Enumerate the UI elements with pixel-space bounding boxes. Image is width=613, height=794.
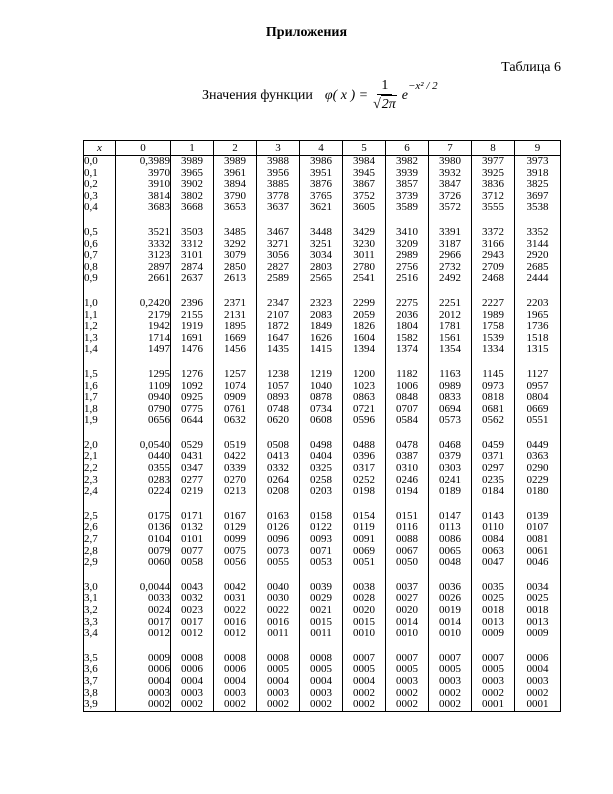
value-cell-col-0: 0,2420 2179 1942 1714 1497: [116, 298, 171, 356]
spacer-cell: [116, 498, 171, 511]
value-cell-col-1: 0043 0032 0023 0017 0012: [171, 582, 214, 640]
spacer-cell: [386, 285, 429, 298]
value-cell-col-9: 0139 0107 0081 0061 0046: [515, 511, 561, 569]
spacer-cell: [472, 498, 515, 511]
spacer-cell: [84, 640, 116, 653]
value-cell-col-9: 1127 0957 0804 0669 0551: [515, 369, 561, 427]
value-cell-col-1: 2396 2155 1919 1691 1476: [171, 298, 214, 356]
spacer-cell: [386, 498, 429, 511]
spacer-cell: [300, 640, 343, 653]
value-cell-col-1: 0008 0006 0004 0003 0002: [171, 653, 214, 711]
value-cell-col-3: 0508 0413 0332 0264 0208: [257, 440, 300, 498]
spacer-cell: [257, 427, 300, 440]
spacer-cell: [515, 356, 561, 369]
spacer-cell: [171, 498, 214, 511]
x-values-cell: 2,5 2,6 2,7 2,8 2,9: [84, 511, 116, 569]
table-row-group: [84, 298, 561, 356]
value-cell-col-7: 0007 0005 0003 0002 0002: [429, 653, 472, 711]
spacer-cell: [257, 356, 300, 369]
header-col-6: 6: [386, 141, 429, 156]
value-cell-col-3: 0008 0005 0004 0003 0002: [257, 653, 300, 711]
value-cell-col-5: 2299 2059 1826 1604 1394: [343, 298, 386, 356]
spacer-cell: [116, 427, 171, 440]
header-col-5: 5: [343, 141, 386, 156]
spacer-cell: [429, 356, 472, 369]
value-cell-col-7: 2251 2012 1781 1561 1354: [429, 298, 472, 356]
x-values-cell: 3,5 3,6 3,7 3,8 3,9: [84, 653, 116, 711]
table-body: [84, 156, 561, 712]
spacer-cell: [171, 285, 214, 298]
value-cell-col-9: 3352 3144 2920 2685 2444: [515, 227, 561, 285]
spacer-cell: [386, 356, 429, 369]
spacer-cell: [343, 498, 386, 511]
value-cell-col-7: 0147 0113 0086 0065 0048: [429, 511, 472, 569]
spacer-cell: [214, 569, 257, 582]
table-row-group: [84, 369, 561, 427]
value-cell-col-6: 3982 3939 3857 3739 3589: [386, 156, 429, 214]
value-cell-col-1: 0529 0431 0347 0277 0219: [171, 440, 214, 498]
value-cell-col-5: 0038 0028 0020 0015 0010: [343, 582, 386, 640]
formula-denominator: [371, 95, 399, 114]
spacer-cell: [214, 427, 257, 440]
header-col-2: 2: [214, 141, 257, 156]
header-col-7: 7: [429, 141, 472, 156]
value-cell-col-5: 3984 3945 3867 3752 3605: [343, 156, 386, 214]
spacer-cell: [300, 498, 343, 511]
table-row-group: [84, 582, 561, 640]
header-col-4: 4: [300, 141, 343, 156]
value-cell-col-3: 3988 3956 3885 3778 3637: [257, 156, 300, 214]
spacer-cell: [116, 640, 171, 653]
header-x: x: [84, 141, 116, 156]
value-cell-col-6: 1182 1006 0848 0707 0584: [386, 369, 429, 427]
values-table: [83, 140, 561, 712]
spacer-cell: [84, 498, 116, 511]
x-values-cell: 0,0 0,1 0,2 0,3 0,4: [84, 156, 116, 214]
value-cell-col-6: 0478 0387 0310 0246 0194: [386, 440, 429, 498]
x-values-cell: 2,0 2,1 2,2 2,3 2,4: [84, 440, 116, 498]
group-spacer: [84, 356, 561, 369]
spacer-cell: [84, 356, 116, 369]
value-cell-col-5: 0154 0119 0091 0069 0051: [343, 511, 386, 569]
table-row-group: [84, 156, 561, 214]
value-cell-col-3: 1238 1057 0893 0748 0620: [257, 369, 300, 427]
value-cell-col-1: 3989 3965 3902 3802 3668: [171, 156, 214, 214]
sqrt-sign: √: [373, 97, 381, 112]
value-cell-col-0: 0,3989 3970 3910 3814 3683: [116, 156, 171, 214]
value-cell-col-4: 0158 0122 0093 0071 0053: [300, 511, 343, 569]
value-cell-col-5: 0488 0396 0317 0252 0198: [343, 440, 386, 498]
spacer-cell: [472, 569, 515, 582]
spacer-cell: [84, 569, 116, 582]
value-cell-col-2: 0008 0006 0004 0003 0002: [214, 653, 257, 711]
spacer-cell: [472, 356, 515, 369]
value-cell-col-7: 3391 3187 2966 2732 2492: [429, 227, 472, 285]
spacer-cell: [214, 285, 257, 298]
header-col-3: 3: [257, 141, 300, 156]
header-col-9: 9: [515, 141, 561, 156]
spacer-cell: [300, 427, 343, 440]
table-number-label: Таблица 6: [501, 60, 561, 75]
value-cell-col-8: 0459 0371 0297 0235 0184: [472, 440, 515, 498]
value-cell-col-3: 2347 2107 1872 1647 1435: [257, 298, 300, 356]
header-col-0: 0: [116, 141, 171, 156]
value-cell-col-0: 3521 3332 3123 2897 2661: [116, 227, 171, 285]
value-cell-col-8: 2227 1989 1758 1539 1334: [472, 298, 515, 356]
value-cell-col-2: 2371 2131 1895 1669 1456: [214, 298, 257, 356]
value-cell-col-4: 0008 0005 0004 0003 0002: [300, 653, 343, 711]
value-cell-col-5: 1200 1023 0863 0721 0596: [343, 369, 386, 427]
value-cell-col-3: 0040 0030 0022 0016 0011: [257, 582, 300, 640]
value-cell-col-8: 0007 0005 0003 0002 0001: [472, 653, 515, 711]
spacer-cell: [116, 569, 171, 582]
value-cell-col-7: 3980 3932 3847 3726 3572: [429, 156, 472, 214]
table-row-group: [84, 653, 561, 711]
value-cell-col-0: 0009 0006 0004 0003 0002: [116, 653, 171, 711]
spacer-cell: [171, 427, 214, 440]
spacer-cell: [386, 569, 429, 582]
value-cell-col-4: 3448 3251 3034 2803 2565: [300, 227, 343, 285]
value-cell-col-8: 3977 3925 3836 3712 3555: [472, 156, 515, 214]
spacer-cell: [515, 569, 561, 582]
spacer-cell: [257, 640, 300, 653]
value-cell-col-1: 1276 1092 0925 0775 0644: [171, 369, 214, 427]
spacer-cell: [171, 569, 214, 582]
spacer-cell: [84, 285, 116, 298]
value-cell-col-0: 0175 0136 0104 0079 0060: [116, 511, 171, 569]
table-row-group: [84, 440, 561, 498]
spacer-cell: [343, 427, 386, 440]
spacer-cell: [300, 356, 343, 369]
value-cell-col-0: 0,0540 0440 0355 0283 0224: [116, 440, 171, 498]
value-cell-col-6: 2275 2036 1804 1582 1374: [386, 298, 429, 356]
spacer-cell: [386, 640, 429, 653]
value-cell-col-2: 0042 0031 0022 0016 0012: [214, 582, 257, 640]
value-cell-col-9: 0449 0363 0290 0229 0180: [515, 440, 561, 498]
value-cell-col-9: 3973 3918 3825 3697 3538: [515, 156, 561, 214]
x-values-cell: 1,5 1,6 1,7 1,8 1,9: [84, 369, 116, 427]
spacer-cell: [257, 569, 300, 582]
x-values-cell: 3,0 3,1 3,2 3,3 3,4: [84, 582, 116, 640]
spacer-cell: [472, 427, 515, 440]
spacer-cell: [257, 498, 300, 511]
group-spacer: [84, 498, 561, 511]
value-cell-col-2: 3485 3292 3079 2850 2613: [214, 227, 257, 285]
value-cell-col-7: 0468 0379 0303 0241 0189: [429, 440, 472, 498]
group-spacer: [84, 569, 561, 582]
value-cell-col-9: 0034 0025 0018 0013 0009: [515, 582, 561, 640]
table-row-group: [84, 511, 561, 569]
value-cell-col-5: 0007 0005 0004 0002 0002: [343, 653, 386, 711]
value-cell-col-9: 2203 1965 1736 1518 1315: [515, 298, 561, 356]
spacer-cell: [472, 285, 515, 298]
spacer-cell: [515, 427, 561, 440]
value-cell-col-2: 3989 3961 3894 3790 3653: [214, 156, 257, 214]
value-cell-col-2: 0519 0422 0339 0270 0213: [214, 440, 257, 498]
spacer-cell: [257, 285, 300, 298]
x-values-cell: 0,5 0,6 0,7 0,8 0,9: [84, 227, 116, 285]
formula-numerator: 1: [377, 78, 392, 95]
spacer-cell: [214, 498, 257, 511]
value-cell-col-4: 0039 0029 0021 0015 0011: [300, 582, 343, 640]
spacer-cell: [343, 640, 386, 653]
spacer-cell: [171, 640, 214, 653]
spacer-cell: [116, 285, 171, 298]
x-values-cell: 1,0 1,1 1,2 1,3 1,4: [84, 298, 116, 356]
spacer-cell: [343, 569, 386, 582]
value-cell-col-4: 0498 0404 0325 0258 0203: [300, 440, 343, 498]
caption-text: Значения функции: [202, 88, 313, 103]
spacer-cell: [515, 285, 561, 298]
page-heading: Приложения: [265, 25, 348, 40]
spacer-cell: [116, 356, 171, 369]
value-cell-col-6: 0037 0027 0020 0014 0010: [386, 582, 429, 640]
value-cell-col-7: 0036 0026 0019 0014 0010: [429, 582, 472, 640]
spacer-cell: [515, 498, 561, 511]
value-cell-col-0: 1295 1109 0940 0790 0656: [116, 369, 171, 427]
formula-exponent: −x² / 2: [408, 80, 438, 92]
spacer-cell: [472, 640, 515, 653]
table-caption: [202, 78, 438, 114]
value-cell-col-1: 3503 3312 3101 2874 2637: [171, 227, 214, 285]
value-cell-col-8: 3372 3166 2943 2709 2468: [472, 227, 515, 285]
spacer-cell: [429, 640, 472, 653]
value-cell-col-4: 1219 1040 0878 0734 0608: [300, 369, 343, 427]
spacer-cell: [214, 640, 257, 653]
spacer-cell: [300, 285, 343, 298]
value-cell-col-8: 0143 0110 0084 0063 0047: [472, 511, 515, 569]
table-header-row: [84, 141, 561, 156]
spacer-cell: [343, 356, 386, 369]
header-col-1: 1: [171, 141, 214, 156]
spacer-cell: [386, 427, 429, 440]
spacer-cell: [214, 356, 257, 369]
value-cell-col-2: 1257 1074 0909 0761 0632: [214, 369, 257, 427]
spacer-cell: [171, 356, 214, 369]
value-cell-col-5: 3429 3230 3011 2780 2541: [343, 227, 386, 285]
spacer-cell: [429, 498, 472, 511]
value-cell-col-2: 0167 0129 0099 0075 0056: [214, 511, 257, 569]
spacer-cell: [429, 427, 472, 440]
group-spacer: [84, 427, 561, 440]
value-cell-col-1: 0171 0132 0101 0077 0058: [171, 511, 214, 569]
value-cell-col-6: 0007 0005 0003 0002 0002: [386, 653, 429, 711]
value-cell-col-7: 1163 0989 0833 0694 0573: [429, 369, 472, 427]
formula-fraction: [371, 78, 399, 114]
value-cell-col-9: 0006 0004 0003 0002 0001: [515, 653, 561, 711]
spacer-cell: [429, 285, 472, 298]
value-cell-col-8: 0035 0025 0018 0013 0009: [472, 582, 515, 640]
spacer-cell: [429, 569, 472, 582]
group-spacer: [84, 640, 561, 653]
formula: [325, 78, 438, 114]
value-cell-col-4: 3986 3951 3876 3765 3621: [300, 156, 343, 214]
formula-radicand: 2π: [381, 97, 396, 112]
value-cell-col-3: 0163 0126 0096 0073 0055: [257, 511, 300, 569]
formula-base: e: [401, 88, 408, 103]
spacer-cell: [300, 569, 343, 582]
formula-lhs: φ( x ) =: [324, 88, 369, 103]
value-cell-col-6: 0151 0116 0088 0067 0050: [386, 511, 429, 569]
spacer-cell: [84, 427, 116, 440]
value-cell-col-8: 1145 0973 0818 0681 0562: [472, 369, 515, 427]
table-row-group: [84, 227, 561, 285]
value-cell-col-0: 0,0044 0033 0024 0017 0012: [116, 582, 171, 640]
header-col-8: 8: [472, 141, 515, 156]
value-cell-col-4: 2323 2083 1849 1626 1415: [300, 298, 343, 356]
group-spacer: [84, 285, 561, 298]
value-cell-col-6: 3410 3209 2989 2756 2516: [386, 227, 429, 285]
spacer-cell: [343, 285, 386, 298]
value-cell-col-3: 3467 3271 3056 2827 2589: [257, 227, 300, 285]
spacer-cell: [515, 640, 561, 653]
